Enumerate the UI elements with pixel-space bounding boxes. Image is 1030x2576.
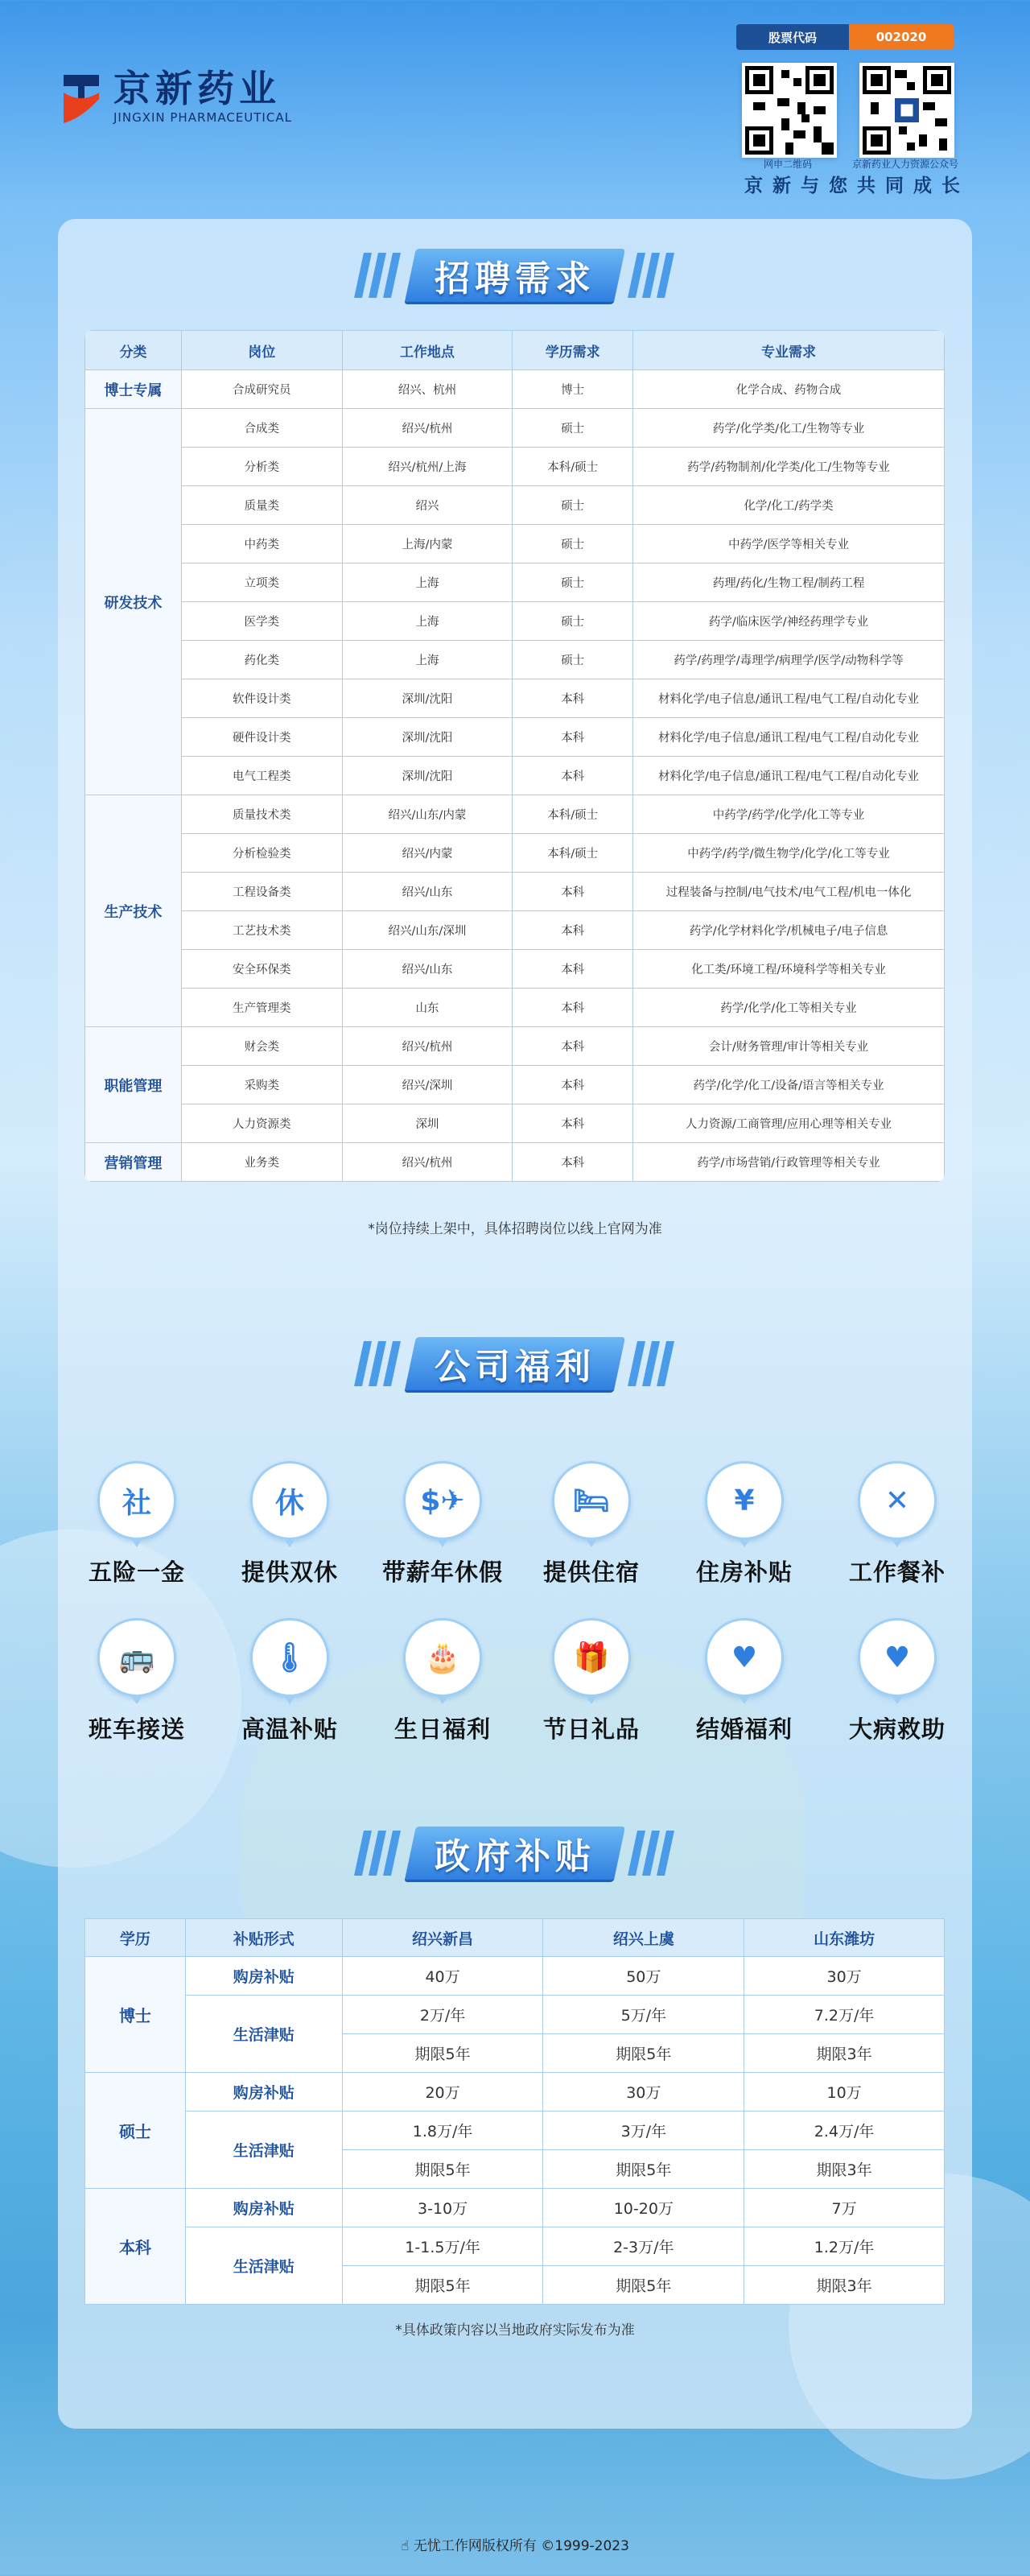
- major-cell: 化学合成、药物合成: [633, 370, 945, 409]
- subsidy-period-cell: 期限3年: [744, 2266, 945, 2305]
- column-header: 学历需求: [513, 331, 633, 370]
- position-cell: 医学类: [181, 602, 342, 641]
- position-cell: 药化类: [181, 641, 342, 679]
- position-cell: 财会类: [181, 1027, 342, 1066]
- major-cell: 药学/临床医学/神经药理学专业: [633, 602, 945, 641]
- table-row: [85, 989, 945, 1027]
- copyright-text: 无忧工作网版权所有 ©1999-2023: [413, 2538, 629, 2554]
- education-cell: 本科/硕士: [513, 795, 633, 834]
- logo-text-en: JINGXIN PHARMACEUTICAL: [113, 110, 292, 125]
- education-cell: 本科: [513, 1027, 633, 1066]
- education-cell: 硕士: [513, 409, 633, 448]
- table-row: [85, 873, 945, 911]
- recruitment-table-body: [85, 370, 945, 1182]
- education-cell: 本科: [513, 989, 633, 1027]
- subsidy-period-cell: 期限5年: [342, 2150, 543, 2189]
- column-header: 学历: [85, 1919, 186, 1957]
- recruitment-table: [84, 330, 945, 1182]
- table-header-row: [85, 1919, 945, 1957]
- column-header: 岗位: [181, 331, 342, 370]
- category-cell: 研发技术: [85, 409, 182, 795]
- stripes-decoration-icon: [354, 253, 402, 298]
- table-row: [85, 564, 945, 602]
- benefit-glyph: 🛏: [573, 1484, 610, 1517]
- subsidy-type-cell: 生活津贴: [185, 2112, 342, 2189]
- column-header: 分类: [85, 331, 182, 370]
- slogan: 京新与您共同成长: [744, 175, 970, 196]
- category-cell: 职能管理: [85, 1027, 182, 1143]
- table-row: [85, 718, 945, 757]
- major-cell: 过程装备与控制/电气技术/电气工程/机电一体化: [633, 873, 945, 911]
- column-header: 工作地点: [342, 331, 513, 370]
- major-cell: 药学/药理学/毒理学/病理学/医学/动物科学等: [633, 641, 945, 679]
- education-cell: 硕士: [513, 641, 633, 679]
- subsidy-type-cell: 生活津贴: [185, 2227, 342, 2305]
- subsidy-value-cell: 20万: [342, 2073, 543, 2112]
- education-cell: 本科: [85, 2189, 186, 2305]
- subsidy-period-cell: 期限5年: [543, 2034, 744, 2073]
- education-cell: 本科: [513, 950, 633, 989]
- location-cell: 绍兴/内蒙: [342, 834, 513, 873]
- benefit-glyph: 🚌: [118, 1641, 155, 1674]
- table-row: [85, 641, 945, 679]
- location-cell: 绍兴/山东: [342, 873, 513, 911]
- location-cell: 绍兴/杭州/上海: [342, 448, 513, 486]
- table-row: [85, 1996, 945, 2034]
- table-row: [85, 834, 945, 873]
- heart-hands-icon: [858, 1618, 937, 1697]
- subsidy-period-cell: 期限5年: [543, 2150, 744, 2189]
- subsidy-value-cell: 30万: [744, 1957, 945, 1996]
- benefit-label: 节日礼品: [542, 1715, 640, 1743]
- education-cell: 博士: [85, 1957, 186, 2073]
- benefit-item: [837, 1461, 958, 1587]
- position-cell: 人力资源类: [181, 1104, 342, 1143]
- position-cell: 工程设备类: [181, 873, 342, 911]
- column-header: 绍兴上虞: [543, 1919, 744, 1957]
- table-row: [85, 911, 945, 950]
- category-cell: 生产技术: [85, 795, 182, 1027]
- gov-note: *具体政策内容以当地政府实际发布为准: [395, 2322, 635, 2339]
- table-row: [85, 1957, 945, 1996]
- benefit-item: [837, 1618, 958, 1744]
- subsidy-type-cell: 购房补贴: [185, 1957, 342, 1996]
- table-row: [85, 757, 945, 795]
- table-row: [85, 602, 945, 641]
- benefit-label: 生日福利: [393, 1715, 491, 1743]
- location-cell: 深圳/沈阳: [342, 679, 513, 718]
- table-row: [85, 2073, 945, 2112]
- education-cell: 硕士: [513, 486, 633, 525]
- subsidy-period-cell: 期限3年: [744, 2034, 945, 2073]
- subsidy-value-cell: 1.8万/年: [342, 2112, 543, 2150]
- position-cell: 电气工程类: [181, 757, 342, 795]
- table-row: [85, 525, 945, 564]
- subsidy-table: [84, 1918, 945, 2305]
- subsidy-period-cell: 期限5年: [342, 2034, 543, 2073]
- stripes-decoration-icon: [628, 1831, 676, 1876]
- subsidy-value-cell: 2万/年: [342, 1996, 543, 2034]
- benefit-label: 大病救助: [848, 1715, 946, 1743]
- house-yuan-icon: [705, 1461, 784, 1540]
- bed-icon: [552, 1461, 631, 1540]
- header: [0, 0, 1030, 217]
- position-cell: 软件设计类: [181, 679, 342, 718]
- subsidy-period-cell: 期限3年: [744, 2150, 945, 2189]
- section-title-text: 政府补贴: [435, 1836, 595, 1877]
- company-logo: [60, 68, 292, 125]
- table-row: [85, 679, 945, 718]
- location-cell: 绍兴/深圳: [342, 1066, 513, 1104]
- location-cell: 绍兴/山东/内蒙: [342, 795, 513, 834]
- position-cell: 质量类: [181, 486, 342, 525]
- subsidy-value-cell: 1.2万/年: [744, 2227, 945, 2266]
- education-cell: 本科: [513, 1066, 633, 1104]
- position-cell: 硬件设计类: [181, 718, 342, 757]
- position-cell: 分析检验类: [181, 834, 342, 873]
- subsidy-value-cell: 10万: [744, 2073, 945, 2112]
- major-cell: 药学/市场营销/行政管理等相关专业: [633, 1143, 945, 1182]
- table-row: [85, 2112, 945, 2150]
- subsidy-value-cell: 50万: [543, 1957, 744, 1996]
- subsidy-value-cell: 30万: [543, 2073, 744, 2112]
- table-row: [85, 1104, 945, 1143]
- education-cell: 本科: [513, 911, 633, 950]
- position-cell: 采购类: [181, 1066, 342, 1104]
- table-row: [85, 370, 945, 409]
- position-cell: 分析类: [181, 448, 342, 486]
- calendar-rest-icon: [250, 1461, 329, 1540]
- benefit-label: 结婚福利: [695, 1715, 793, 1743]
- major-cell: 材料化学/电子信息/通讯工程/电气工程/自动化专业: [633, 718, 945, 757]
- section-title-recruit: [354, 242, 676, 309]
- location-cell: 上海: [342, 641, 513, 679]
- location-cell: 绍兴/杭州: [342, 1027, 513, 1066]
- footer: [0, 2534, 1030, 2554]
- column-header: 专业需求: [633, 331, 945, 370]
- location-cell: 绍兴/山东/深圳: [342, 911, 513, 950]
- benefit-glyph: ♥: [731, 1641, 758, 1674]
- subsidy-value-cell: 40万: [342, 1957, 543, 1996]
- subsidy-table-body: [85, 1957, 945, 2305]
- gift-icon: [552, 1618, 631, 1697]
- major-cell: 人力资源/工商管理/应用心理等相关专业: [633, 1104, 945, 1143]
- benefit-glyph: ♥: [884, 1641, 911, 1674]
- major-cell: 材料化学/电子信息/通讯工程/电气工程/自动化专业: [633, 679, 945, 718]
- education-cell: 本科: [513, 1143, 633, 1182]
- education-cell: 本科: [513, 718, 633, 757]
- column-header: 补贴形式: [185, 1919, 342, 1957]
- education-cell: 本科/硕士: [513, 834, 633, 873]
- subsidy-value-cell: 2.4万/年: [744, 2112, 945, 2150]
- table-header-row: [85, 331, 945, 370]
- location-cell: 绍兴/山东: [342, 950, 513, 989]
- recruit-note: *岗位持续上架中，具体招聘岗位以线上官网为准: [368, 1221, 662, 1237]
- education-cell: 硕士: [85, 2073, 186, 2189]
- subsidy-value-cell: 3万/年: [543, 2112, 744, 2150]
- major-cell: 药学/化学/化工/设备/语言等相关专业: [633, 1066, 945, 1104]
- benefit-item: [684, 1618, 805, 1744]
- major-cell: 化工类/环境工程/环境科学等相关专业: [633, 950, 945, 989]
- table-row: [85, 1066, 945, 1104]
- subsidy-period-cell: 期限5年: [342, 2266, 543, 2305]
- major-cell: 中药学/药学/化学/化工等专业: [633, 795, 945, 834]
- qr-caption: 网申二维码: [763, 159, 812, 170]
- education-cell: 本科: [513, 679, 633, 718]
- location-cell: 深圳/沈阳: [342, 718, 513, 757]
- category-cell: 博士专属: [85, 370, 182, 409]
- education-cell: 硕士: [513, 564, 633, 602]
- education-cell: 博士: [513, 370, 633, 409]
- benefit-label: 五险一金: [88, 1558, 185, 1586]
- major-cell: 中药学/医学等相关专业: [633, 525, 945, 564]
- column-header: 绍兴新昌: [342, 1919, 543, 1957]
- benefit-label: 提供住宿: [542, 1558, 640, 1586]
- benefit-glyph: 🌡: [271, 1641, 308, 1674]
- major-cell: 药学/化学/化工等相关专业: [633, 989, 945, 1027]
- qr-code-apply[interactable]: [742, 63, 837, 158]
- qr-code-hr-account[interactable]: [859, 63, 954, 158]
- benefit-glyph: 🎁: [573, 1641, 610, 1674]
- cake-icon: [403, 1618, 482, 1697]
- shield-icon: [97, 1461, 176, 1540]
- position-cell: 业务类: [181, 1143, 342, 1182]
- location-cell: 上海: [342, 602, 513, 641]
- subsidy-type-cell: 购房补贴: [185, 2189, 342, 2227]
- benefit-item: [531, 1461, 652, 1587]
- table-row: [85, 486, 945, 525]
- subsidy-value-cell: 3-10万: [342, 2189, 543, 2227]
- subsidy-value-cell: 2-3万/年: [543, 2227, 744, 2266]
- benefit-label: 住房补贴: [695, 1558, 793, 1586]
- section-title-gov: [354, 1819, 676, 1887]
- position-cell: 合成研究员: [181, 370, 342, 409]
- paid-vacation-icon: [403, 1461, 482, 1540]
- subsidy-type-cell: 生活津贴: [185, 1996, 342, 2073]
- education-cell: 硕士: [513, 525, 633, 564]
- education-cell: 本科: [513, 873, 633, 911]
- major-cell: 药学/药物制剂/化学类/化工/生物等专业: [633, 448, 945, 486]
- education-cell: 硕士: [513, 602, 633, 641]
- benefit-item: [76, 1461, 197, 1587]
- major-cell: 药学/化学类/化工/生物等专业: [633, 409, 945, 448]
- major-cell: 化学/化工/药学类: [633, 486, 945, 525]
- benefit-label: 高温补贴: [241, 1715, 338, 1743]
- benefit-glyph: ✕: [884, 1484, 910, 1517]
- logo-mark-icon: [60, 68, 102, 125]
- stock-label: 股票代码: [736, 24, 849, 50]
- position-cell: 安全环保类: [181, 950, 342, 989]
- couple-icon: [705, 1618, 784, 1697]
- education-cell: 本科/硕士: [513, 448, 633, 486]
- benefit-label: 带薪年休假: [382, 1558, 504, 1586]
- stripes-decoration-icon: [354, 1831, 402, 1876]
- table-row: [85, 795, 945, 834]
- position-cell: 合成类: [181, 409, 342, 448]
- benefit-glyph: ¥: [734, 1484, 755, 1517]
- benefit-item: [684, 1461, 805, 1587]
- education-cell: 本科: [513, 757, 633, 795]
- table-row: [85, 448, 945, 486]
- stripes-decoration-icon: [354, 1341, 402, 1386]
- table-row: [85, 1143, 945, 1182]
- stock-code-badge: [736, 24, 954, 50]
- section-title-benefits: [354, 1330, 676, 1397]
- section-title-text: 招聘需求: [435, 258, 595, 299]
- location-cell: 深圳: [342, 1104, 513, 1143]
- subsidy-value-cell: 10-20万: [543, 2189, 744, 2227]
- benefit-item: [229, 1461, 350, 1587]
- benefit-glyph: 社: [122, 1486, 151, 1520]
- position-cell: 生产管理类: [181, 989, 342, 1027]
- table-row: [85, 950, 945, 989]
- table-row: [85, 409, 945, 448]
- table-row: [85, 2189, 945, 2227]
- position-cell: 立项类: [181, 564, 342, 602]
- qr-caption: 京新药业人力资源公众号: [851, 159, 958, 170]
- benefit-label: 工作餐补: [848, 1558, 946, 1586]
- subsidy-value-cell: 7万: [744, 2189, 945, 2227]
- hand-icon: ☝: [401, 2538, 414, 2554]
- benefit-label: 提供双休: [241, 1558, 338, 1586]
- major-cell: 中药学/药学/微生物学/化学/化工等专业: [633, 834, 945, 873]
- major-cell: 药理/药化/生物工程/制药工程: [633, 564, 945, 602]
- table-row: [85, 1027, 945, 1066]
- benefit-item: [531, 1618, 652, 1744]
- benefit-item: [382, 1461, 503, 1587]
- stripes-decoration-icon: [628, 253, 676, 298]
- benefit-item: [229, 1618, 350, 1744]
- major-cell: 材料化学/电子信息/通讯工程/电气工程/自动化专业: [633, 757, 945, 795]
- location-cell: 上海: [342, 564, 513, 602]
- benefit-item: [76, 1618, 197, 1744]
- benefit-glyph: 🎂: [424, 1641, 461, 1674]
- location-cell: 绍兴/杭州: [342, 409, 513, 448]
- education-cell: 本科: [513, 1104, 633, 1143]
- benefit-label: 班车接送: [88, 1715, 185, 1743]
- benefit-glyph: 休: [274, 1486, 304, 1520]
- logo-text: 京新药业: [113, 67, 281, 110]
- position-cell: 中药类: [181, 525, 342, 564]
- benefit-item: [382, 1618, 503, 1744]
- location-cell: 绍兴: [342, 486, 513, 525]
- position-cell: 工艺技术类: [181, 911, 342, 950]
- major-cell: 会计/财务管理/审计等相关专业: [633, 1027, 945, 1066]
- subsidy-value-cell: 7.2万/年: [744, 1996, 945, 2034]
- bus-icon: [97, 1618, 176, 1697]
- location-cell: 深圳/沈阳: [342, 757, 513, 795]
- location-cell: 山东: [342, 989, 513, 1027]
- location-cell: 上海/内蒙: [342, 525, 513, 564]
- subsidy-period-cell: 期限5年: [543, 2266, 744, 2305]
- benefit-glyph: $✈: [420, 1484, 465, 1517]
- subsidy-value-cell: 1-1.5万/年: [342, 2227, 543, 2266]
- stripes-decoration-icon: [628, 1341, 676, 1386]
- position-cell: 质量技术类: [181, 795, 342, 834]
- stock-code: 002020: [849, 24, 954, 50]
- major-cell: 药学/化学材料化学/机械电子/电子信息: [633, 911, 945, 950]
- category-cell: 营销管理: [85, 1143, 182, 1182]
- subsidy-value-cell: 5万/年: [543, 1996, 744, 2034]
- table-row: [85, 2227, 945, 2266]
- subsidy-type-cell: 购房补贴: [185, 2073, 342, 2112]
- column-header: 山东潍坊: [744, 1919, 945, 1957]
- thermometer-icon: [250, 1618, 329, 1697]
- section-title-text: 公司福利: [435, 1347, 595, 1388]
- location-cell: 绍兴、杭州: [342, 370, 513, 409]
- location-cell: 绍兴/杭州: [342, 1143, 513, 1182]
- fork-knife-icon: [858, 1461, 937, 1540]
